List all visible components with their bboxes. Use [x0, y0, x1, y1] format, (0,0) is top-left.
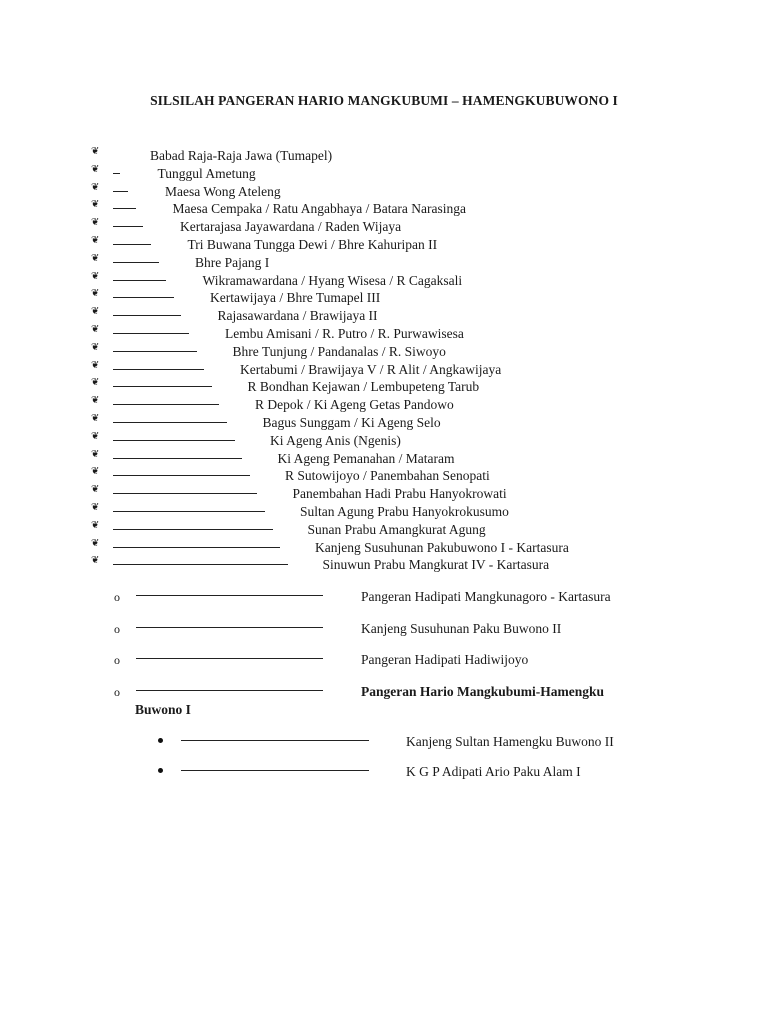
lineage-name: R Bondhan Kejawan / Lembupeteng Tarub: [247, 379, 480, 395]
floral-bullet-icon: ❦: [91, 199, 100, 211]
lineage-name: Rajasawardana / Brawijaya II: [217, 308, 378, 324]
child-name: K G P Adipati Ario Paku Alam I: [406, 764, 581, 779]
floral-bullet-icon: ❦: [91, 519, 100, 531]
lineage-name: R Sutowijoyo / Panembahan Senopati: [285, 468, 490, 484]
sub-branch-name: Pangeran Hario Mangkubumi-Hamengku: [361, 684, 605, 699]
lineage-item: [0, 183, 768, 201]
lineage-item: [0, 236, 768, 254]
branch-rule: [136, 658, 323, 659]
generation-dash: [113, 315, 181, 316]
filled-bullet-icon: [158, 768, 163, 773]
generation-dash: [113, 351, 197, 352]
lineage-name: Maesa Wong Ateleng: [165, 183, 281, 199]
floral-bullet-icon: ❦: [91, 484, 100, 496]
lineage-name: Tri Buwana Tungga Dewi / Bhre Kahuripan II: [187, 237, 438, 252]
generation-dash: [113, 529, 273, 530]
lineage-item: [0, 200, 768, 218]
floral-bullet-icon: ❦: [91, 341, 100, 353]
circle-bullet-icon: o: [114, 590, 120, 604]
sub-branch-item: [0, 681, 768, 703]
lineage-name: Bhre Pajang I: [195, 254, 270, 270]
lineage-item: [0, 307, 768, 325]
generation-dash: [113, 440, 235, 441]
sub-branch-name: Pangeran Hadipati Mangkunagoro - Kartasura: [361, 589, 611, 604]
sub-branch-item: [0, 618, 768, 640]
branch-rule: [136, 595, 323, 596]
floral-bullet-icon: ❦: [91, 181, 100, 193]
floral-bullet-icon: ❦: [91, 448, 100, 460]
generation-dash: [113, 404, 219, 405]
floral-bullet-icon: ❦: [91, 324, 100, 335]
document-title: SILSILAH PANGERAN HARIO MANGKUBUMI – HAMENGKUBUWONO I: [150, 93, 618, 108]
child-item: [0, 761, 768, 783]
generation-dash: [113, 386, 212, 387]
floral-bullet-icon: ❦: [91, 270, 100, 282]
generation-dash: [113, 191, 128, 192]
lineage-item: [0, 450, 768, 468]
floral-bullet-icon: ❦: [91, 502, 100, 513]
lineage-name: Wikramawardana / Hyang Wisesa / R Cagaksali: [202, 272, 463, 288]
floral-bullet-icon: ❦: [91, 377, 100, 389]
lineage-name: Panembahan Hadi Prabu Hanyokrowati: [292, 486, 507, 502]
generation-dash: [113, 280, 166, 281]
lineage-item: [0, 467, 768, 485]
sub-branch-name: Pangeran Hadipati Hadiwijoyo: [361, 652, 529, 667]
lineage-item: [0, 485, 768, 503]
generation-dash: [113, 422, 227, 423]
floral-bullet-icon: ❦: [91, 466, 100, 478]
child-item: [0, 731, 768, 753]
generation-dash: [113, 208, 136, 209]
floral-bullet-icon: ❦: [91, 288, 100, 300]
sub-branch-name: Kanjeng Susuhunan Paku Buwono II: [361, 621, 562, 636]
generation-dash: [113, 493, 257, 494]
circle-bullet-icon: o: [114, 653, 120, 667]
lineage-name: Sinuwun Prabu Mangkurat IV - Kartasura: [322, 557, 550, 573]
lineage-name: Kertarajasa Jayawardana / Raden Wijaya: [180, 219, 402, 235]
generation-dash: [113, 511, 265, 512]
lineage-name: Kanjeng Susuhunan Pakubuwono I - Kartasura: [315, 539, 569, 555]
lineage-name: R Depok / Ki Ageng Getas Pandowo: [255, 397, 454, 413]
circle-bullet-icon: o: [114, 685, 120, 699]
generation-dash: [113, 333, 189, 334]
lineage-name: Babad Raja-Raja Jawa (Tumapel): [150, 148, 333, 163]
floral-bullet-icon: ❦: [91, 217, 100, 229]
sub-branch-item: [0, 586, 768, 608]
lineage-item: [0, 254, 768, 272]
floral-bullet-icon: ❦: [91, 555, 100, 567]
lineage-name: Maesa Cempaka / Ratu Angabhaya / Batara Narasinga: [172, 201, 467, 217]
lineage-name: Bhre Tunjung / Pandanalas / R. Siwoyo: [232, 343, 446, 359]
lineage-item: [0, 539, 768, 557]
generation-dash: [113, 262, 159, 263]
lineage-item: [0, 218, 768, 236]
floral-bullet-icon: ❦: [91, 252, 100, 264]
floral-bullet-icon: ❦: [91, 537, 100, 549]
lineage-name: Sultan Agung Prabu Hanyokrokusumo: [300, 504, 509, 519]
lineage-item: [0, 289, 768, 307]
lineage-item: [0, 396, 768, 414]
generation-dash: [113, 564, 288, 565]
lineage-item: [0, 147, 768, 165]
branch-rule: [136, 627, 323, 628]
lineage-name: Sunan Prabu Amangkurat Agung: [307, 521, 486, 537]
lineage-item: [0, 343, 768, 361]
floral-bullet-icon: ❦: [91, 146, 100, 157]
generation-dash: [113, 173, 120, 174]
lineage-item: [0, 272, 768, 290]
sub-branch-item: [0, 649, 768, 671]
lineage-name: Ki Ageng Pemanahan / Mataram: [277, 450, 455, 466]
generation-dash: [113, 226, 143, 227]
floral-bullet-icon: ❦: [91, 163, 100, 175]
child-name: Kanjeng Sultan Hamengku Buwono II: [406, 734, 614, 749]
lineage-item: [0, 165, 768, 183]
floral-bullet-icon: ❦: [91, 306, 100, 318]
branch-rule: [136, 690, 323, 691]
branch-rule: [181, 740, 369, 741]
lineage-item: [0, 556, 768, 574]
lineage-item: [0, 414, 768, 432]
lineage-item: [0, 361, 768, 379]
floral-bullet-icon: ❦: [91, 395, 100, 407]
circle-bullet-icon: o: [114, 622, 120, 636]
floral-bullet-icon: ❦: [91, 430, 100, 442]
lineage-item: [0, 432, 768, 450]
lineage-name: Kertawijaya / Bhre Tumapel III: [210, 290, 381, 306]
lineage-item: [0, 378, 768, 396]
generation-dash: [113, 547, 280, 548]
floral-bullet-icon: ❦: [91, 235, 100, 246]
branch-rule: [181, 770, 369, 771]
floral-bullet-icon: ❦: [91, 359, 100, 371]
lineage-name: Lembu Amisani / R. Putro / R. Purwawisesa: [225, 326, 464, 341]
lineage-item: [0, 503, 768, 521]
generation-dash: [113, 369, 204, 370]
lineage-name: Kertabumi / Brawijaya V / R Alit / Angkawijaya: [240, 361, 502, 377]
lineage-item: [0, 521, 768, 539]
generation-dash: [113, 244, 151, 245]
floral-bullet-icon: ❦: [91, 413, 100, 424]
generation-dash: [113, 458, 242, 459]
generation-dash: [113, 475, 250, 476]
lineage-name: Ki Ageng Anis (Ngenis): [270, 432, 401, 448]
lineage-item: [0, 325, 768, 343]
lineage-name: Tunggul Ametung: [157, 165, 256, 181]
sub-branch-continuation: Buwono I: [135, 702, 191, 717]
generation-dash: [113, 297, 174, 298]
filled-bullet-icon: [158, 738, 163, 743]
lineage-name: Bagus Sunggam / Ki Ageng Selo: [262, 415, 441, 430]
